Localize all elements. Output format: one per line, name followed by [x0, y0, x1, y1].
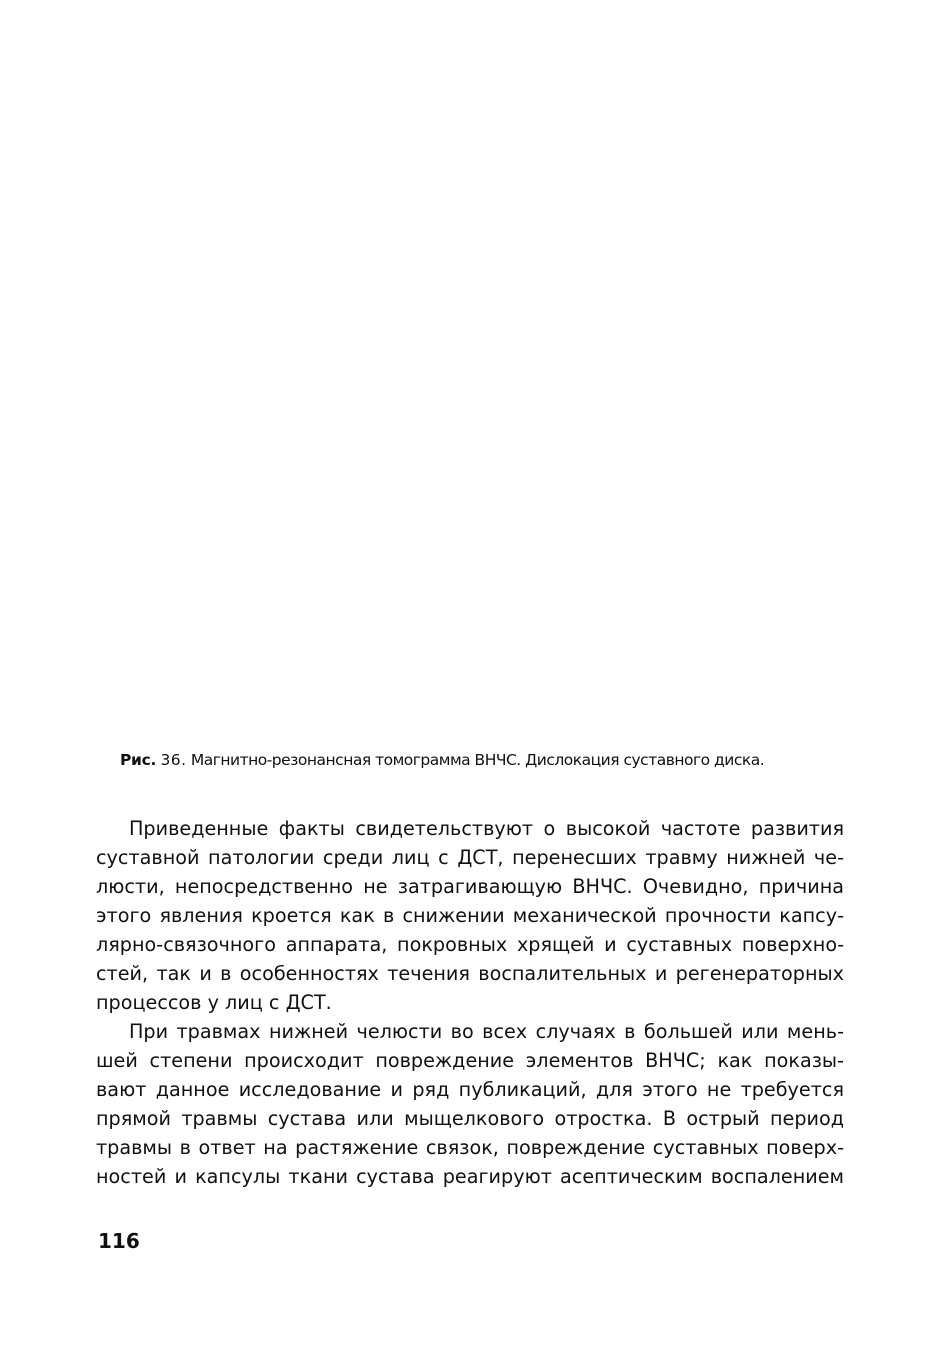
text-line: суставной патологии среди лиц с ДСТ, перенесших травму нижней че- [96, 846, 844, 869]
caption-number: 36. [160, 751, 187, 769]
text-line: стей, так и в особенностях течения воспалительных и регенераторных [96, 962, 844, 985]
text-line: вают данное исследование и ряд публикаций, для этого не требуется [96, 1078, 844, 1101]
text-line: прямой травмы сустава или мыщелкового отростка. В острый период [96, 1107, 844, 1130]
text-line: ностей и капсулы ткани сустава реагируют асептическим воспалением [96, 1165, 844, 1188]
text-line: люсти, непосредственно не затрагивающую ВНЧС. Очевидно, причина [96, 875, 844, 898]
paragraph [96, 1017, 844, 1191]
text-line: При травмах нижней челюсти во всех случаях в большей или мень- [129, 1020, 844, 1043]
text-line: шей степени происходит повреждение элементов ВНЧС; как показы- [96, 1049, 844, 1072]
caption-text: Магнитно-резонансная томограмма ВНЧС. Дислокация суставного диска. [190, 751, 765, 769]
text-line: Приведенные факты свидетельствуют о высокой частоте развития [129, 817, 844, 840]
figure-caption [120, 750, 860, 770]
text-line: этого явления кроется как в снижении механической прочности капсу- [96, 904, 844, 927]
text-line: травмы в ответ на растяжение связок, повреждение суставных поверх- [96, 1136, 844, 1159]
caption-label: Рис. [120, 751, 157, 769]
paragraph [96, 814, 844, 1017]
figure-image-area [96, 30, 846, 730]
text-line: лярно-связочного аппарата, покровных хрящей и суставных поверхно- [96, 933, 844, 956]
body-text [96, 814, 844, 1191]
text-line: процессов у лиц с ДСТ. [96, 991, 332, 1014]
page-number: 116 [98, 1229, 140, 1253]
